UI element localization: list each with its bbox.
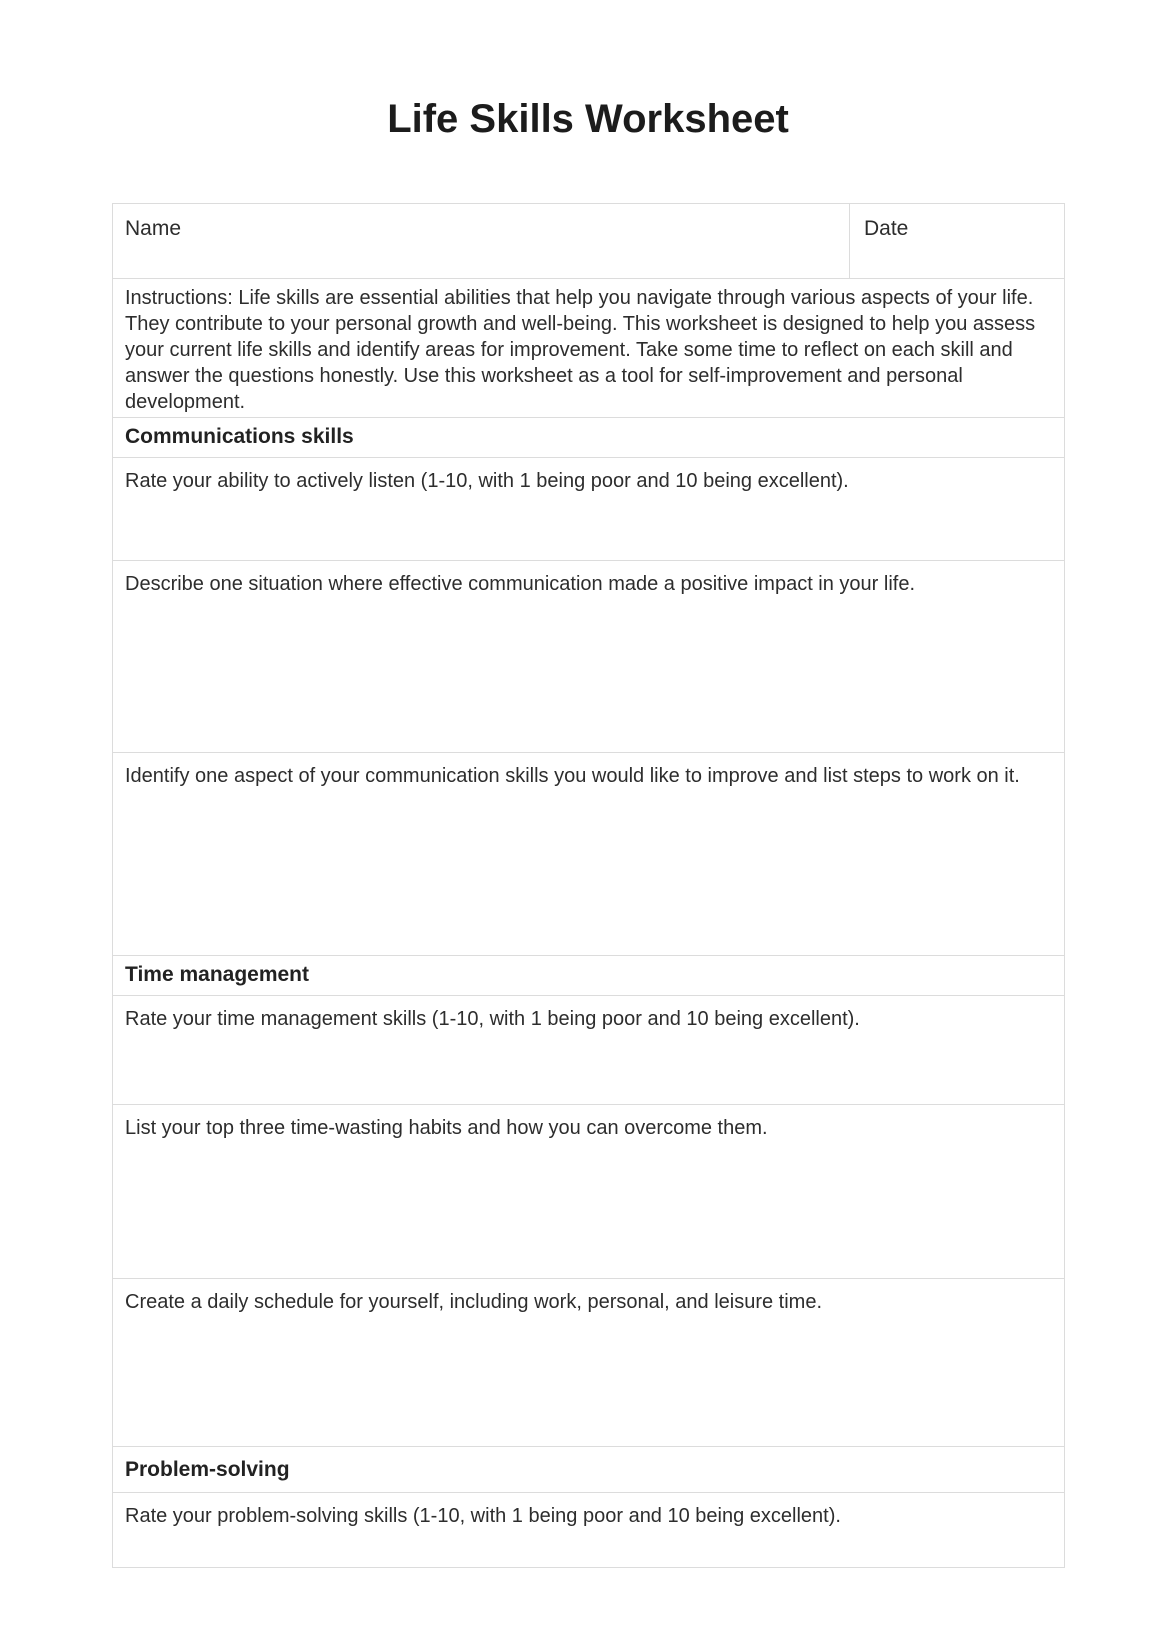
question-row xyxy=(113,1104,1064,1278)
question-text: Create a daily schedule for yourself, including work, personal, and leisure time. xyxy=(125,1291,823,1313)
question-row xyxy=(113,457,1064,560)
question-row xyxy=(113,1278,1064,1446)
answer-space[interactable] xyxy=(125,789,1052,955)
worksheet-table xyxy=(112,203,1065,1568)
section-header-problem-solving xyxy=(113,1446,1064,1492)
question-row xyxy=(113,995,1064,1104)
instructions-text: Instructions: Life skills are essential abilities that help you navigate through various aspects of your life. They contribute to your personal growth and well-being. This worksheet is designed to help you assess your current life skills and identify areas for improvement. Take some time to reflect on each skill and answer the questions honestly. Use this worksheet as a tool for self-improvement and personal development. xyxy=(125,287,1036,413)
question-text: Identify one aspect of your communication skills you would like to improve and list steps to work on it. xyxy=(125,765,1020,787)
question-text: Rate your problem-solving skills (1-10, with 1 being poor and 10 being excellent). xyxy=(125,1505,841,1527)
page-title: Life Skills Worksheet xyxy=(387,97,789,141)
answer-space[interactable] xyxy=(125,597,1052,752)
instructions-row xyxy=(113,278,1064,417)
question-text: Rate your ability to actively listen (1-10, with 1 being poor and 10 being excellent). xyxy=(125,470,849,492)
answer-space[interactable] xyxy=(125,1141,1052,1278)
answer-space[interactable] xyxy=(125,1529,1052,1567)
date-field[interactable] xyxy=(849,204,1064,278)
question-text: Rate your time management skills (1-10, with 1 being poor and 10 being excellent). xyxy=(125,1008,860,1030)
name-label: Name xyxy=(125,217,182,240)
question-row xyxy=(113,560,1064,752)
section-title: Communications skills xyxy=(125,425,354,448)
section-title: Problem-solving xyxy=(125,1458,290,1481)
answer-space[interactable] xyxy=(125,1315,1052,1446)
date-label: Date xyxy=(864,217,909,240)
question-row xyxy=(113,1492,1064,1567)
question-text: Describe one situation where effective communication made a positive impact in your life. xyxy=(125,573,916,595)
answer-space[interactable] xyxy=(125,494,1052,560)
question-row xyxy=(113,752,1064,955)
name-date-row xyxy=(113,204,1064,278)
name-field[interactable] xyxy=(113,204,849,278)
question-text: List your top three time-wasting habits and how you can overcome them. xyxy=(125,1117,768,1139)
answer-space[interactable] xyxy=(125,1032,1052,1104)
section-title: Time management xyxy=(125,963,310,986)
section-header-communications-skills xyxy=(113,417,1064,457)
section-header-time-management xyxy=(113,955,1064,995)
